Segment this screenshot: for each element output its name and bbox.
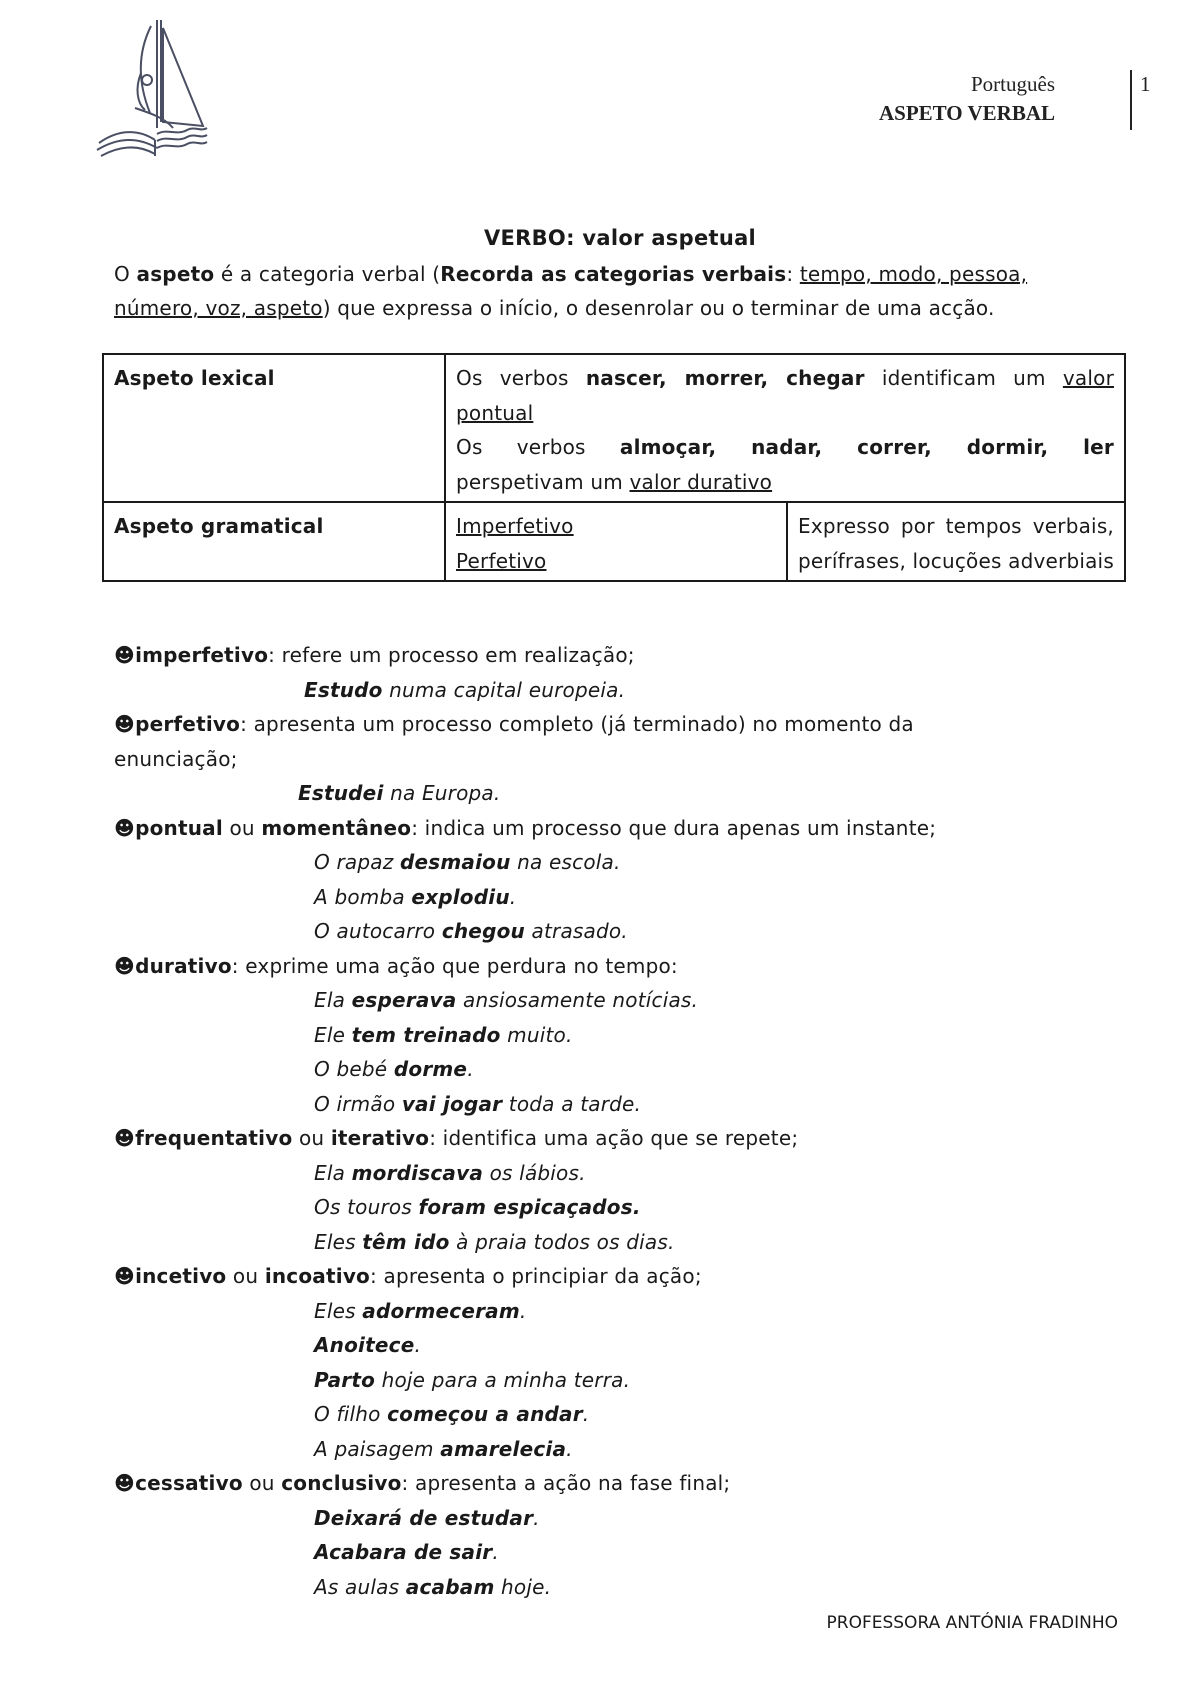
lexical-label: Aspeto lexical [103, 354, 445, 502]
example-line: Ela esperava ansiosamente notícias. [314, 988, 699, 1012]
intro-term: aspeto [136, 262, 215, 286]
lexical-description [445, 354, 1125, 502]
cell-value: Imperfetivo [456, 514, 574, 538]
intro-text: O [114, 262, 137, 286]
smiley-icon: ☻ [114, 815, 136, 840]
example-line: Estudei na Europa. [298, 781, 501, 805]
smiley-icon: ☻ [114, 953, 136, 978]
cell-value: valor [1062, 366, 1114, 390]
table-row [103, 354, 1125, 502]
example-line: Anoitece. [314, 1333, 422, 1357]
smiley-icon: ☻ [114, 1471, 136, 1495]
example-line: Eles adormeceram. [314, 1298, 527, 1323]
example-line: A bomba explodiu. [314, 884, 517, 909]
cell-text: Os verbos [456, 435, 620, 459]
cell-verbs: almoçar, nadar, correr, dormir, ler [619, 435, 1114, 459]
header-subject: Português [971, 72, 1055, 96]
list-item: ☻cessativo ou conclusivo: apresenta a ação na fase final; [114, 1471, 731, 1495]
example-line: O irmão vai jogar toda a tarde. [314, 1091, 642, 1116]
aspect-table [102, 353, 1126, 582]
grammatical-label: Aspeto gramatical [103, 502, 445, 581]
cell-text: identificam um [864, 366, 1063, 390]
intro-categories: tempo, modo, pessoa, [799, 262, 1028, 286]
table-row [103, 502, 1125, 581]
intro-text: ) que expressa o início, o desenrolar ou o terminar de uma acção. [322, 296, 995, 320]
example-line: O bebé dorme. [314, 1057, 474, 1081]
smiley-icon: ☻ [114, 1264, 136, 1288]
smiley-icon: ☻ [114, 1126, 136, 1150]
example-line: Ela mordiscava os lábios. [314, 1160, 586, 1185]
grammatical-types [445, 502, 787, 581]
list-item: ☻imperfetivo: refere um processo em realização; [114, 643, 635, 667]
list-item-continuation: enunciação; [114, 746, 238, 771]
example-line: O filho começou a andar. [314, 1402, 590, 1426]
intro-categories: número, voz, aspeto [114, 296, 323, 320]
example-line: O rapaz desmaiou na escola. [314, 850, 621, 874]
list-item: ☻frequentativo ou iterativo: identifica uma ação que se repete; [114, 1126, 799, 1150]
sailboat-book-logo [95, 18, 215, 163]
footer-author: PROFESSORA ANTÓNIA FRADINHO [826, 1613, 1118, 1633]
page-number: 1 [1140, 72, 1151, 96]
example-line: Acabara de sair. [314, 1540, 499, 1564]
smiley-icon: ☻ [114, 712, 136, 736]
example-line: O autocarro chegou atrasado. [314, 919, 628, 943]
header-divider [1130, 70, 1132, 130]
example-line: Os touros foram espicaçados. [314, 1195, 641, 1219]
list-item: ☻pontual ou momentâneo: indica um processo que dura apenas um instante; [114, 815, 937, 840]
cell-text: Os verbos [456, 366, 586, 390]
intro-text: é a categoria verbal ( [214, 262, 441, 286]
example-line: Eles têm ido à praia todos os dias. [314, 1229, 675, 1254]
example-line: A paisagem amarelecia. [314, 1436, 573, 1461]
intro-text: : [786, 262, 800, 286]
example-line: Deixará de estudar. [314, 1505, 540, 1530]
grammatical-description: Expresso por tempos verbais, perífrases, locuções adverbiais [787, 502, 1125, 581]
example-line: As aulas acabam hoje. [314, 1574, 552, 1599]
intro-reminder: Recorda as categorias verbais [440, 262, 787, 286]
example-line: Estudo numa capital europeia. [304, 677, 626, 702]
example-line: Parto hoje para a minha terra. [314, 1367, 631, 1392]
header-block [879, 70, 1055, 128]
aspect-list [114, 638, 1124, 1604]
header-topic: ASPETO VERBAL [878, 101, 1055, 125]
page-title: VERBO: valor aspetual [483, 226, 757, 250]
cell-text: perspetivam um [456, 469, 630, 494]
cell-value: valor durativo [629, 469, 773, 494]
cell-verbs: nascer, morrer, chegar [585, 366, 865, 390]
cell-value: pontual [456, 400, 534, 425]
list-item: ☻durativo: exprime uma ação que perdura no tempo: [114, 953, 678, 978]
cell-value: Perfetivo [456, 548, 547, 573]
intro-paragraph [114, 257, 1124, 325]
example-line: Ele tem treinado muito. [314, 1022, 573, 1047]
list-item: ☻incetivo ou incoativo: apresenta o principiar da ação; [114, 1264, 702, 1288]
smiley-icon: ☻ [114, 643, 136, 667]
list-item: ☻perfetivo: apresenta um processo completo (já terminado) no momento da [114, 712, 914, 736]
